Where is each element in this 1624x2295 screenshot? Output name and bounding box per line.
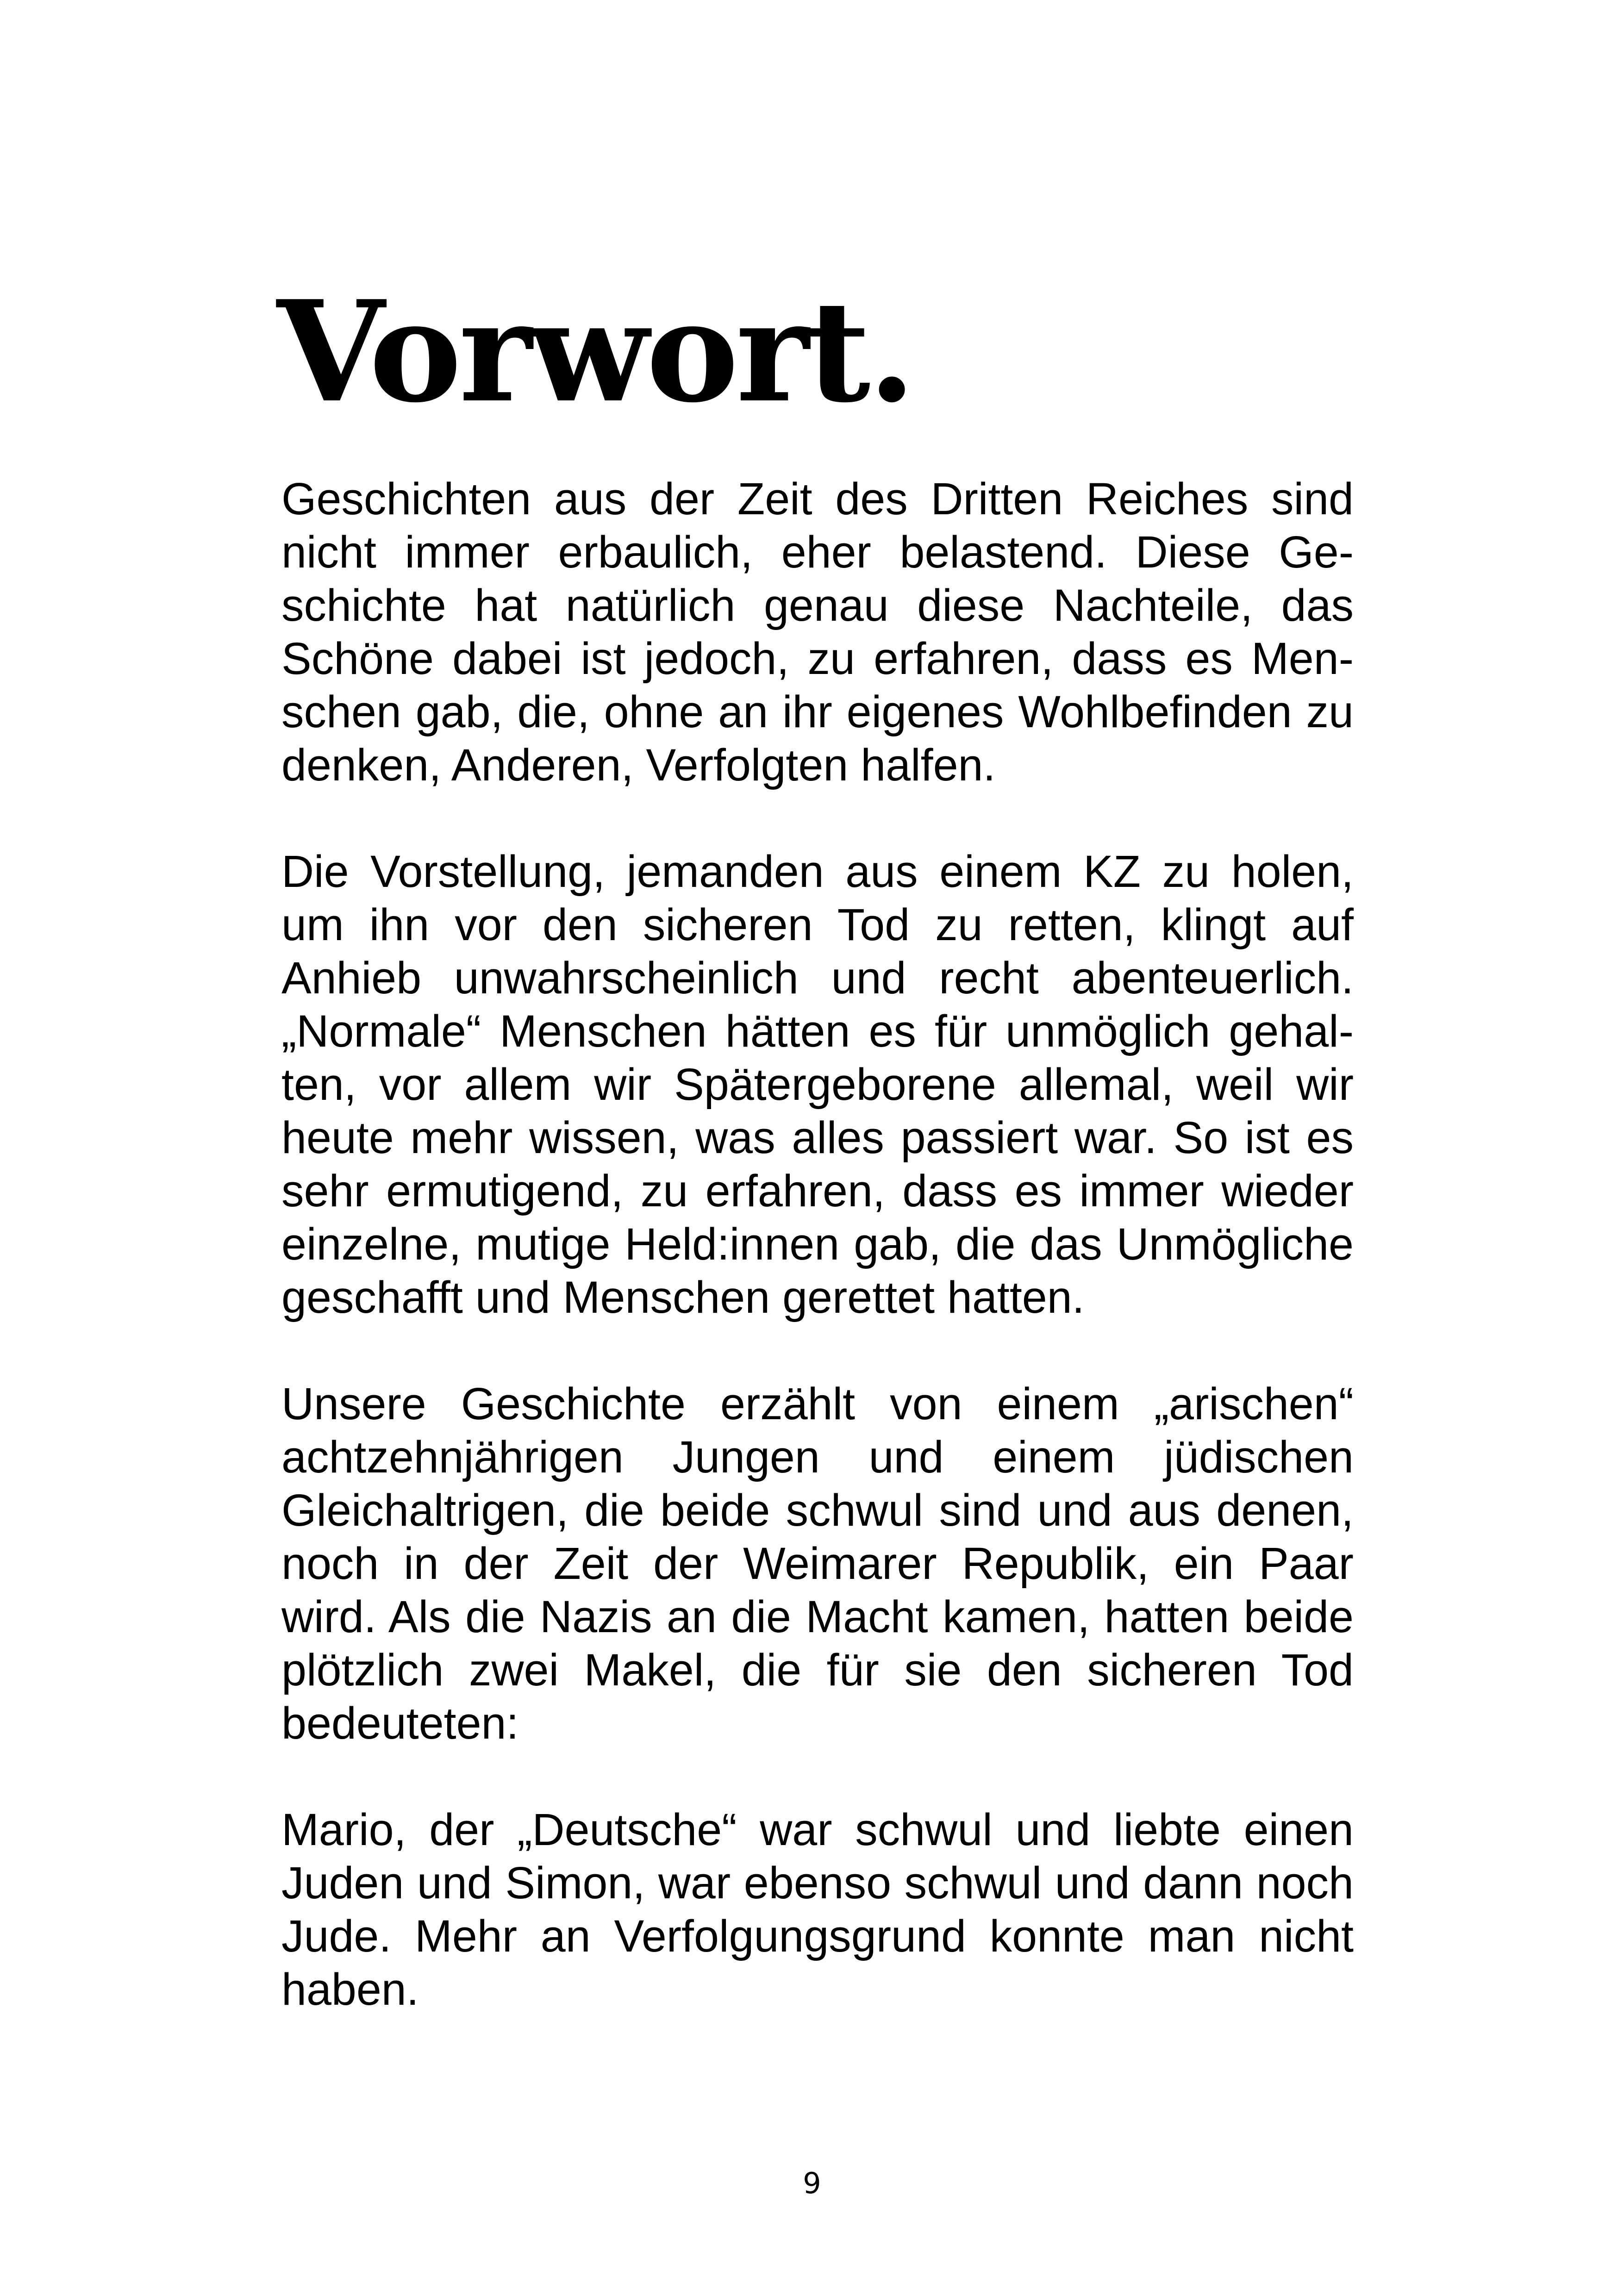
chapter-title: Vorwort. [277, 270, 913, 433]
paragraph-4: Mario, der „Deutsche“ war schwul und liebte einen Juden und Simon, war ebenso schwul und dann noch Jude. Mehr an Verfolgungsgrund konnte man nicht haben. [281, 1804, 1354, 2014]
paragraph-3: Unsere Geschichte erzählt von einem „arischen“ achtzehnjährigen Jungen und einem jüdischen Gleichaltrigen, die beide schwul sind und aus denen, noch in der Zeit der Weimarer Republik, ein Paar wird. Als die Nazis an die Macht kamen, hatten beide plötzlich zwei Makel, die für sie den sicheren Tod bedeuteten: [281, 1378, 1354, 1748]
paragraph-2: Die Vorstellung, jemanden aus einem KZ zu holen, um ihn vor den sicheren Tod zu retten, klingt auf Anhieb unwahrscheinlich und recht abenteuerlich. „Normale“ Menschen hätten es für unmöglich gehalten, vor allem wir Spätergeborene allemal, weil wir heute mehr wissen, was alles passiert war. So ist es sehr ermutigend, zu erfahren, dass es immer wieder einzelne, mutige Held:innen gab, die das Unmögliche geschafft und Menschen gerettet hatten. [281, 846, 1354, 1322]
paragraph-1: Geschichten aus der Zeit des Dritten Reiches sind nicht immer erbaulich, eher belastend. Diese Geschichte hat natürlich genau diese Nachteile, das Schöne dabei ist jedoch, zu erfahren, dass es Menschen gab, die, ohne an ihr eigenes Wohlbefinden zu denken, Anderen, Verfolgten halfen. [281, 474, 1354, 790]
page-number: 9 [803, 2166, 821, 2200]
body-text [281, 472, 1354, 2069]
